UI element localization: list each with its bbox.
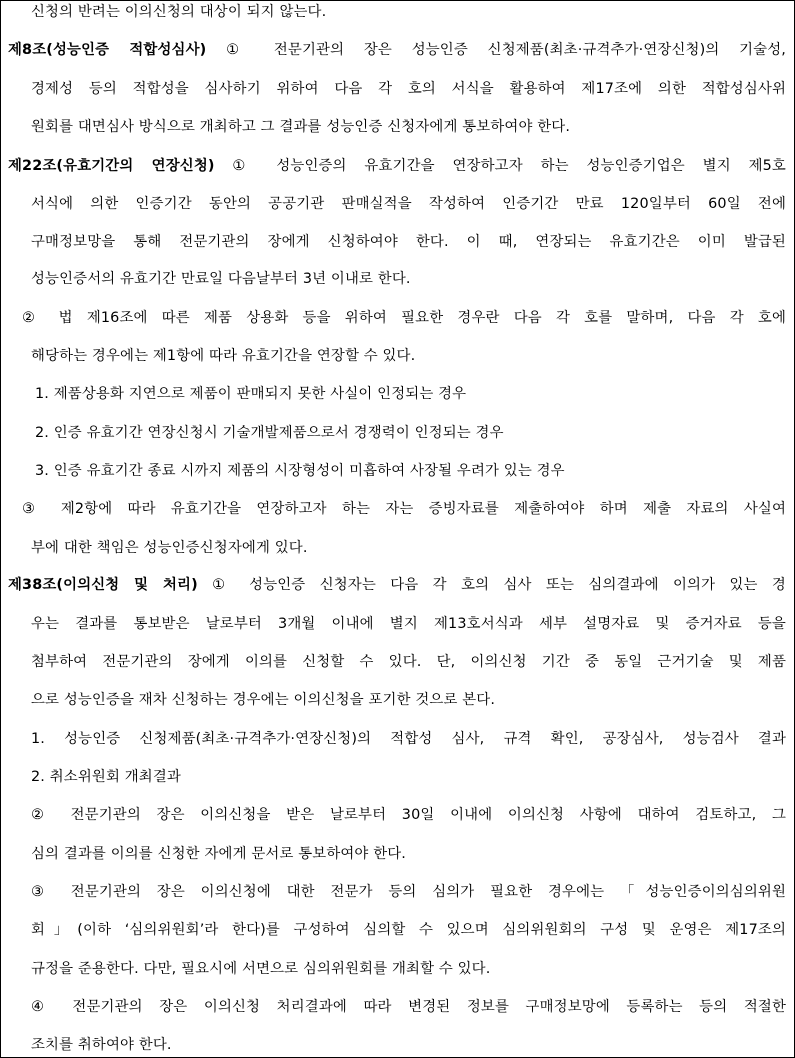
text-line: 구매정보망을 통해 전문기관의 장에게 신청하여야 한다. 이 때, 연장되는 유효기간은 이미 발급된 — [31, 234, 786, 250]
text-line: ④ 전문기관의 장은 이의신청 처리결과에 따라 변경된 정보를 구매정보망에 등록하는 등의 적절한 — [31, 999, 786, 1015]
text-line: 우는 결과를 통보받은 날로부터 3개월 이내에 별지 제13호서식과 세부 설명자료 및 증거자료 등을 — [31, 616, 786, 632]
text-line: 규정을 준용한다. 다만, 필요시에 서면으로 심의위원회를 개최할 수 있다. — [31, 961, 491, 977]
list-item: 3. 인증 유효기간 종료 시까지 제품의 시장형성이 미흡하여 사장될 우려가 있는 경우 — [35, 463, 565, 479]
text-line: 해당하는 경우에는 제1항에 따라 유효기간을 연장할 수 있다. — [31, 348, 416, 364]
text-line: ③ 제2항에 따라 유효기간을 연장하고자 하는 자는 증빙자료를 제출하여야 하며 제출 자료의 사실여 — [22, 501, 786, 517]
text-line: 으로 성능인증을 재차 신청하는 경우에는 이의신청을 포기한 것으로 본다. — [31, 692, 496, 708]
text-line: ② 전문기관의 장은 이의신청을 받은 날로부터 30일 이내에 이의신청 사항에 대하여 검토하고, 그 — [31, 807, 786, 823]
text-line: 첨부하여 전문기관의 장에게 이의를 신청할 수 있다. 단, 이의신청 기간 중 동일 근거기술 및 제품 — [31, 654, 786, 670]
text-line: 서식에 의한 인증기간 동안의 공공기관 판매실적을 작성하여 인증기간 만료 120일부터 60일 전에 — [31, 196, 786, 212]
text-line: 원회를 대면심사 방식으로 개최하고 그 결과를 성능인증 신청자에게 통보하여야 한다. — [31, 119, 571, 135]
article-22-first-line: 제22조(유효기간의 연장신청) ① 성능인증의 유효기간을 연장하고자 하는 성능인증기업은 별지 제5호 — [8, 158, 786, 174]
text-line: ② 법 제16조에 따른 제품 상용화 등을 위하여 필요한 경우란 다음 각 호를 말하며, 다음 각 호에 — [22, 310, 786, 326]
text-line: 조치를 취하여야 한다. — [31, 1037, 172, 1053]
text-line: ③ 전문기관의 장은 이의신청에 대한 전문가 등의 심의가 필요한 경우에는 「성능인증이의심의위원 — [31, 884, 786, 900]
text-line: 부에 대한 책임은 성능인증신청자에게 있다. — [31, 540, 308, 556]
article-8-first-line: 제8조(성능인증 적합성심사) ① 전문기관의 장은 성능인증 신청제품(최초·규격추가·연장신청)의 기술성, — [8, 42, 786, 58]
text-line: 심의 결과를 이의를 신청한 자에게 문서로 통보하여야 한다. — [31, 846, 407, 862]
list-item: 2. 취소위원회 개최결과 — [31, 769, 181, 785]
list-item: 1. 제품상용화 지연으로 제품이 판매되지 못한 사실이 인정되는 경우 — [35, 386, 467, 402]
article-38-first-line: 제38조(이의신청 및 처리) ① 성능인증 신청자는 다음 각 호의 심사 또는 심의결과에 이의가 있는 경 — [8, 577, 786, 593]
text-line: 성능인증서의 유효기간 만료일 다음날부터 3년 이내로 한다. — [31, 271, 411, 287]
text-line: 경제성 등의 적합성을 심사하기 위하여 다음 각 호의 서식을 활용하여 제17조에 의한 적합성심사위 — [31, 81, 786, 97]
text-line: 회」(이하 ‘심의위원회’라 한다)를 구성하여 심의할 수 있으며 심의위원회의 구성 및 운영은 제17조의 — [31, 922, 786, 938]
article-heading: 제22조(유효기간의 연장신청) — [8, 158, 215, 174]
list-item: 1. 성능인증 신청제품(최초·규격추가·연장신청)의 적합성 심사, 규격 확인, 공장심사, 성능검사 결과 — [31, 731, 786, 747]
text-line: 신청의 반려는 이의신청의 대상이 되지 않는다. — [31, 4, 327, 20]
list-item: 2. 인증 유효기간 연장신청시 기술개발제품으로서 경쟁력이 인정되는 경우 — [35, 425, 504, 441]
article-heading: 제8조(성능인증 적합성심사) — [8, 42, 207, 58]
article-heading: 제38조(이의신청 및 처리) — [8, 577, 198, 593]
